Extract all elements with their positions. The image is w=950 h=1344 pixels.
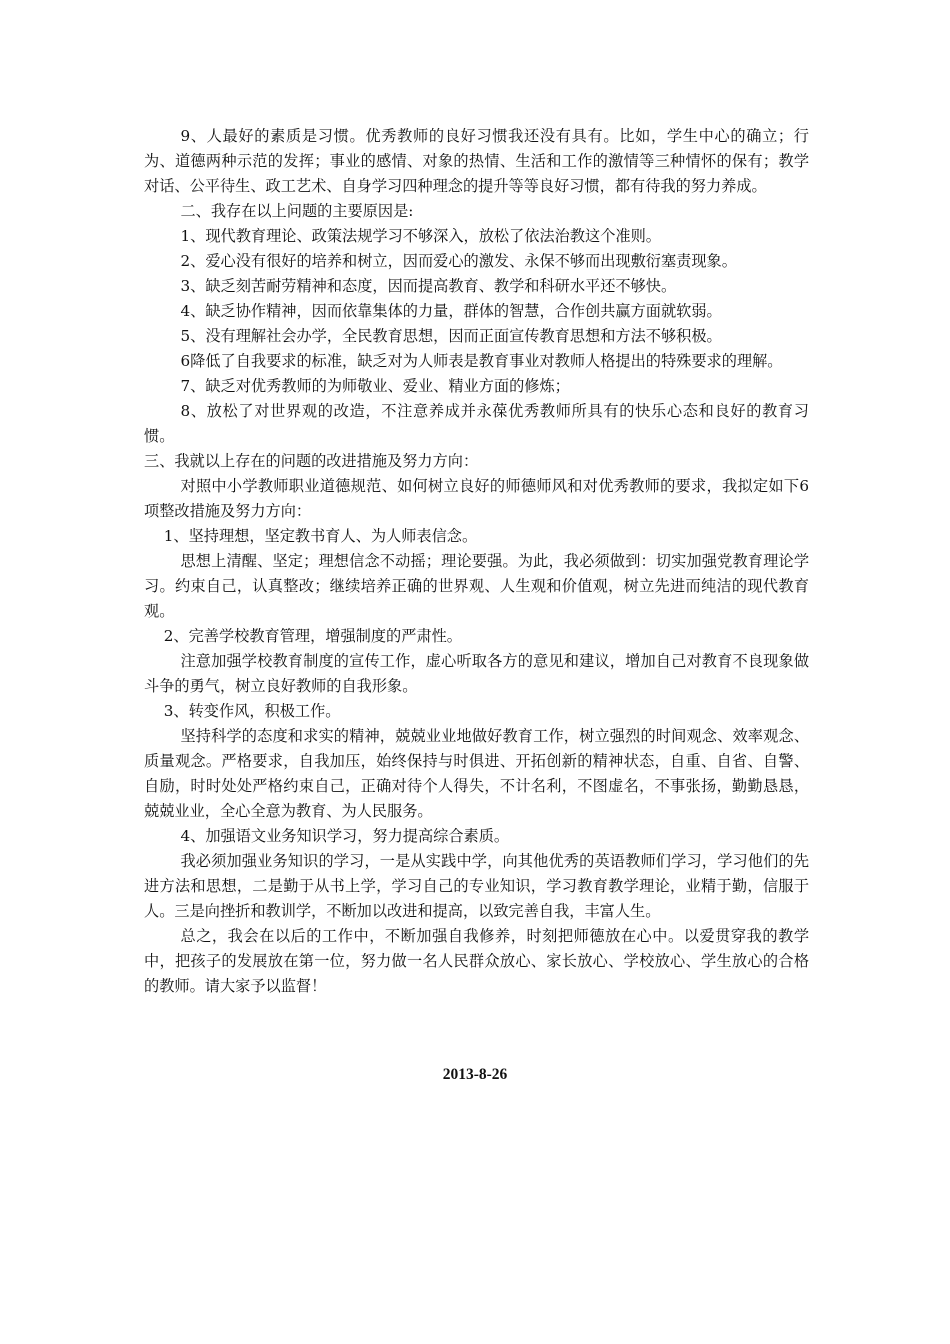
cause-item-7: 7、缺乏对优秀教师的为师敬业、爱业、精业方面的修炼； — [180, 377, 570, 395]
measure-heading-1: 1、坚持理想，坚定教书育人、为人师表信念。 — [163, 527, 478, 545]
measure-heading-4: 4、加强语文业务知识学习，努力提高综合素质。 — [180, 827, 510, 845]
measure-heading-2: 2、完善学校教育管理，增强制度的严肃性。 — [163, 627, 462, 645]
measure-body-4: 我必须加强业务知识的学习，一是从实践中学，向其他优秀的英语教师们学习，学习他们的先进方法和思想，二是勤于从书上学，学习自己的专业知识，学习教育教学理论，业精于勤，信服于人。三是向挫折和教训学，不断加以改进和提高，以致完善自我，丰富人生。 — [144, 852, 809, 920]
conclusion-paragraph: 总之，我会在以后的工作中，不断加强自我修养，时刻把师德放在心中。以爱贯穿我的教学中，把孩子的发展放在第一位，努力做一名人民群众放心、家长放心、学校放心、学生放心的合格的教师。请大家予以监督！ — [144, 927, 809, 995]
measure-body-1: 思想上清醒、坚定；理想信念不动摇；理论要强。为此，我必须做到：切实加强党教育理论学习。约束自己，认真整改；继续培养正确的世界观、人生观和价值观，树立先进而纯洁的现代教育观。 — [144, 552, 809, 620]
cause-item-6: 6降低了自我要求的标准，缺乏对为人师表是教育事业对教师人格提出的特殊要求的理解。 — [180, 352, 783, 370]
paragraph-habits: 9、人最好的素质是习惯。优秀教师的良好习惯我还没有具有。比如，学生中心的确立；行为、道德两种示范的发挥；事业的感情、对象的热情、生活和工作的激情等三种情怀的保有；教学对话、公平待生、政工艺术、自身学习四种理念的提升等等良好习惯，都有待我的努力养成。 — [144, 127, 809, 195]
cause-item-2: 2、爱心没有很好的培养和树立，因而爱心的激发、永保不够而出现敷衍塞责现象。 — [180, 252, 737, 270]
section-heading-measures: 三、我就以上存在的问题的改进措施及努力方向： — [144, 452, 479, 470]
cause-item-5: 5、没有理解社会办学，全民教育思想，因而正面宣传教育思想和方法不够积极。 — [180, 327, 722, 345]
measure-heading-3: 3、转变作风，积极工作。 — [163, 702, 341, 720]
cause-item-1: 1、现代教育理论、政策法规学习不够深入，放松了依法治教这个准则。 — [180, 227, 661, 245]
document-body — [144, 124, 809, 999]
measures-intro: 对照中小学教师职业道德规范、如何树立良好的师德师风和对优秀教师的要求，我拟定如下6项整改措施及努力方向： — [144, 477, 809, 520]
cause-item-3: 3、缺乏刻苦耐劳精神和态度，因而提高教育、教学和科研水平还不够快。 — [180, 277, 677, 295]
document-date: 2013-8-26 — [442, 1066, 508, 1083]
cause-item-8: 8、放松了对世界观的改造，不注意养成并永葆优秀教师所具有的快乐心态和良好的教育习惯。 — [144, 402, 809, 445]
measure-body-3: 坚持科学的态度和求实的精神，兢兢业业地做好教育工作，树立强烈的时间观念、效率观念、质量观念。严格要求，自我加压，始终保持与时俱进、开拓创新的精神状态，自重、自省、自警、自励，时时处处严格约束自己，正确对待个人得失，不计名利，不图虚名，不事张扬，勤勤恳恳，兢兢业业，全心全意为教育、为人民服务。 — [144, 727, 809, 820]
section-heading-causes: 二、我存在以上问题的主要原因是: — [180, 202, 414, 220]
cause-item-4: 4、缺乏协作精神，因而依靠集体的力量，群体的智慧，合作创共赢方面就软弱。 — [180, 302, 722, 320]
measure-body-2: 注意加强学校教育制度的宣传工作，虚心听取各方的意见和建议，增加自己对教育不良现象做斗争的勇气，树立良好教师的自我形象。 — [144, 652, 809, 695]
